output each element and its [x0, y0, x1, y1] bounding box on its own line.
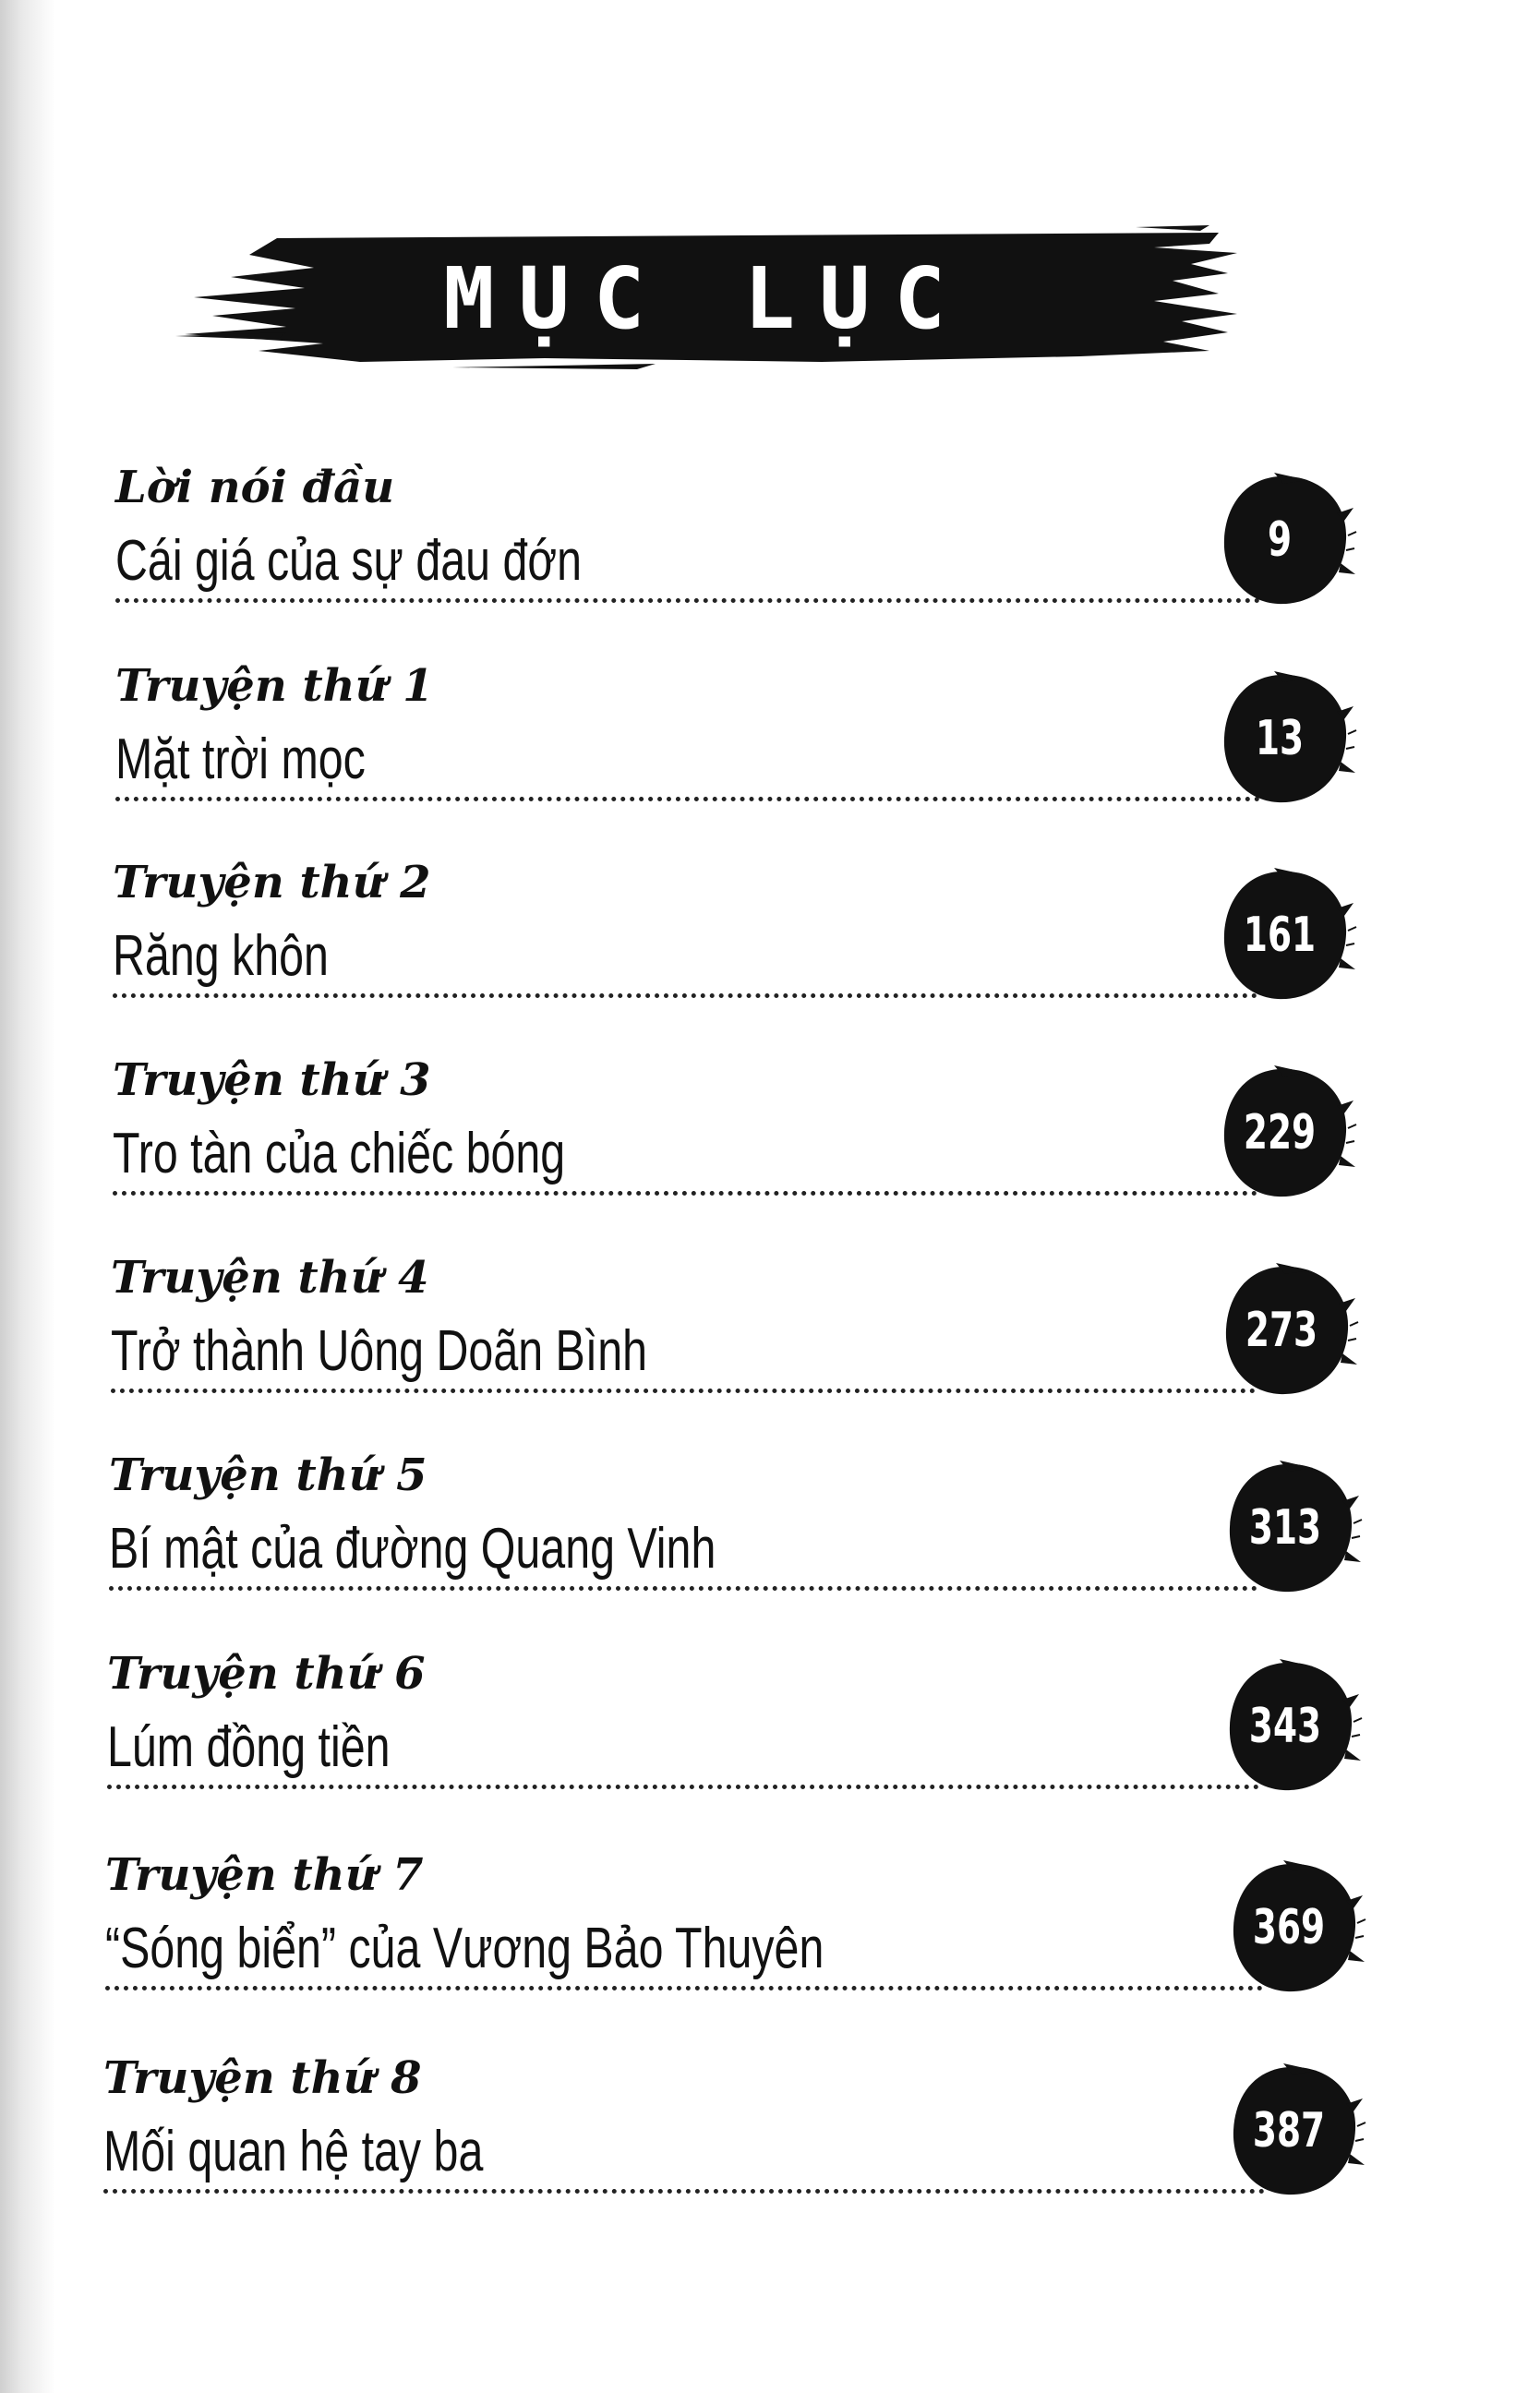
- dotted-leader: [109, 1586, 1257, 1591]
- toc-entry[interactable]: [115, 660, 1242, 836]
- toc-entry-label: Truyện thứ 7: [105, 1849, 424, 1901]
- toc-entry[interactable]: [113, 1054, 1239, 1230]
- toc-entry[interactable]: [115, 462, 1242, 637]
- page-number-badge: [1224, 1459, 1363, 1597]
- toc-entry-title: Trở thành Uông Doãn Bình: [111, 1319, 648, 1383]
- dotted-leader: [115, 598, 1260, 603]
- page-number: 387: [1252, 2103, 1326, 2159]
- toc-entry[interactable]: [111, 1252, 1237, 1427]
- toc-entry-label: Truyện thứ 3: [113, 1054, 431, 1106]
- page-number: 13: [1255, 711, 1305, 766]
- page-number: 9: [1267, 512, 1293, 568]
- toc-entry-title: Lúm đồng tiền: [107, 1715, 391, 1779]
- dotted-leader: [113, 993, 1257, 998]
- toc-entry[interactable]: [113, 857, 1239, 1032]
- toc-entry-title: Mặt trời mọc: [115, 728, 366, 791]
- page-number-badge: [1228, 2062, 1366, 2200]
- page-title: MỤC LỤC: [443, 248, 969, 348]
- toc-entry-label: Truyện thứ 6: [107, 1648, 426, 1700]
- dotted-leader: [103, 2189, 1265, 2194]
- page-number: 313: [1248, 1500, 1322, 1556]
- toc-entry[interactable]: [109, 1449, 1237, 1625]
- page-number: 343: [1248, 1699, 1322, 1754]
- toc-entry-title: Tro tàn của chiếc bóng: [113, 1122, 566, 1185]
- dotted-leader: [111, 1389, 1256, 1393]
- page-number: 229: [1243, 1105, 1317, 1160]
- toc-entry-title: Răng khôn: [113, 924, 329, 988]
- page-number-badge: [1224, 1657, 1363, 1796]
- toc-entry[interactable]: [105, 1849, 1239, 2025]
- toc-entry-title: Cái giá của sự đau đớn: [115, 529, 583, 593]
- toc-entry-label: Lời nói đầu: [115, 462, 395, 513]
- toc-entry-label: Truyện thứ 4: [111, 1252, 429, 1304]
- toc-entry[interactable]: [107, 1648, 1237, 1823]
- toc-entry-title: Bí mật của đường Quang Vinh: [109, 1517, 716, 1581]
- toc-entry-label: Truyện thứ 5: [109, 1449, 427, 1501]
- toc-entry-title: “Sóng biển” của Vương Bảo Thuyên: [105, 1917, 824, 1980]
- toc-entry-label: Truyện thứ 2: [113, 857, 431, 908]
- dotted-leader: [115, 797, 1260, 801]
- page-number: 369: [1252, 1900, 1326, 1955]
- dotted-leader: [113, 1191, 1257, 1196]
- page-number-badge: [1219, 669, 1357, 808]
- page-number-badge: [1221, 1261, 1359, 1400]
- dotted-leader: [105, 1986, 1263, 1990]
- toc-entry-label: Truyện thứ 8: [103, 2052, 422, 2104]
- page-number-badge: [1219, 866, 1357, 1004]
- toc-entry-title: Mối quan hệ tay ba: [103, 2120, 484, 2183]
- page-number-badge: [1228, 1858, 1366, 1997]
- toc-entry[interactable]: [103, 2052, 1239, 2228]
- page-number-badge: [1219, 471, 1357, 609]
- toc-entry-label: Truyện thứ 1: [115, 660, 434, 712]
- page-number: 161: [1243, 908, 1317, 963]
- page-number-badge: [1219, 1064, 1357, 1202]
- dotted-leader: [107, 1785, 1259, 1789]
- page-number: 273: [1245, 1303, 1318, 1358]
